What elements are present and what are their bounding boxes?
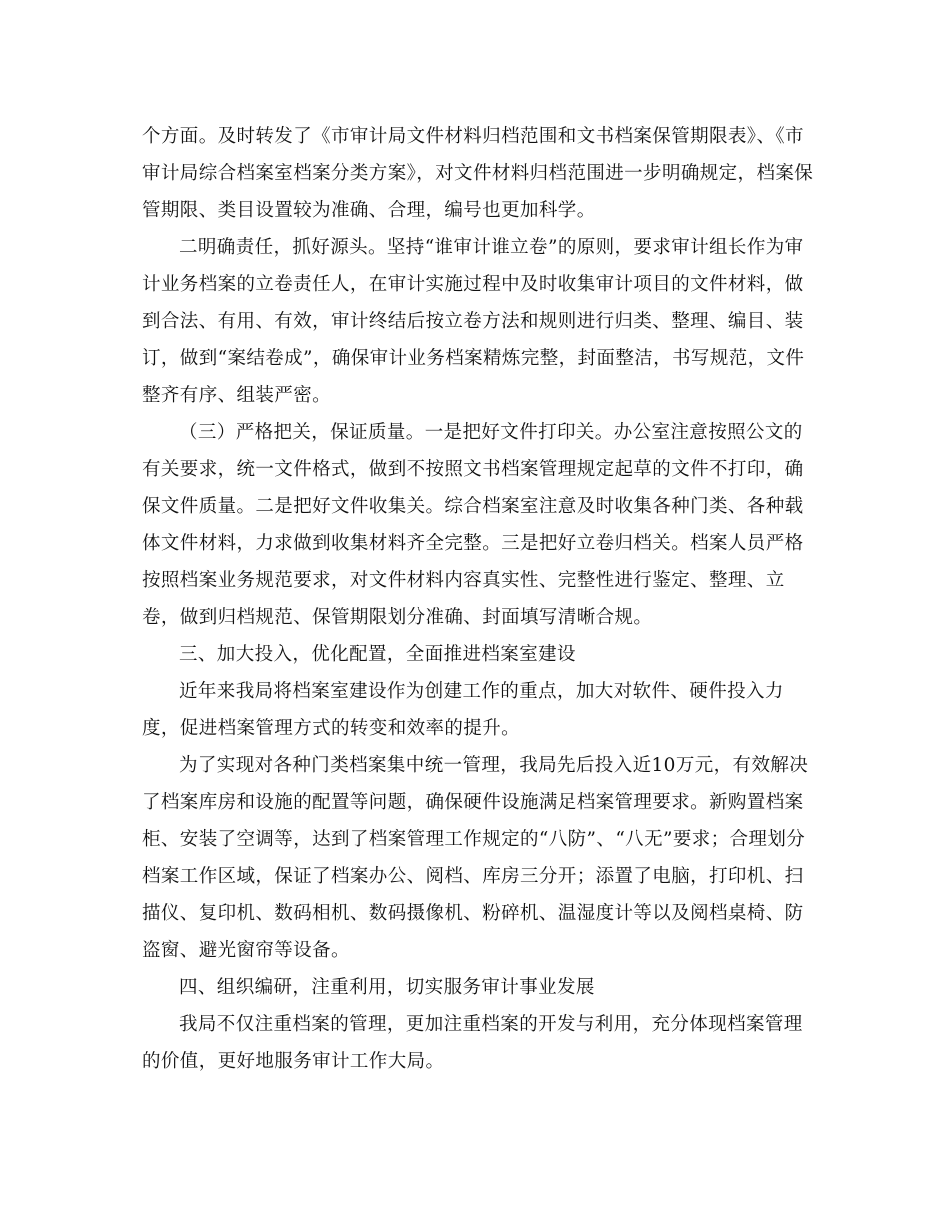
section-heading-investment: 三、加大投入，优化配置，全面推进档案室建设 — [179, 644, 576, 665]
paragraph-facilities: 为了实现对各种门类档案集中统一管理，我局先后投入近10万元，有效解决了档案库房和设施的配置等问题，确保硬件设施满足档案管理要求。新购置档案柜、安装了空调等，达到了档案管理工作规定的“八防”、“八无”要求；合理划分档案工作区域，保证了档案办公、阅档、库房三分开；添置了电脑，打印机、扫描仪、复印机、数码相机、数码摄像机、粉碎机、温湿度计等以及阅档桌椅、防盗窗、避光窗帘等设备。 — [142, 755, 809, 961]
paragraph-continuation: 个方面。及时转发了《市审计局文件材料归档范围和文书档案保管期限表》、《市审计局综合档案室档案分类方案》，对文件材料归档范围进一步明确规定，档案保管期限、类目设置较为准确、合理，编号也更加科学。 — [142, 126, 814, 221]
paragraph-archive-construction: 近年来我局将档案室建设作为创建工作的重点，加大对软件、硬件投入力度，促进档案管理方式的转变和效率的提升。 — [142, 681, 784, 739]
section-heading-compilation: 四、组织编研，注重利用，切实服务审计事业发展 — [179, 977, 595, 998]
document-body — [142, 118, 814, 1080]
paragraph-quality-control: （三）严格把关，保证质量。一是把好文件打印关。办公室注意按照公文的有关要求，统一文件格式，做到不按照文书档案管理规定起草的文件不打印，确保文件质量。二是把好文件收集关。综合档案室注意及时收集各种门类、各种载体文件材料，力求做到收集材料齐全完整。三是把好立卷归档关。档案人员严格按照档案业务规范要求，对文件材料内容真实性、完整性进行鉴定、整理、立卷，做到归档规范、保管期限划分准确、封面填写清晰合规。 — [142, 422, 804, 628]
paragraph-utilization: 我局不仅注重档案的管理，更加注重档案的开发与利用，充分体现档案管理的价值，更好地服务审计工作大局。 — [142, 1014, 803, 1072]
paragraph-responsibility: 二明确责任，抓好源头。坚持“谁审计谁立卷”的原则，要求审计组长作为审计业务档案的立卷责任人，在审计实施过程中及时收集审计项目的文件材料，做到合法、有用、有效，审计终结后按立卷方法和规则进行归类、整理、编目、装订，做到“案结卷成”，确保审计业务档案精炼完整，封面整洁，书写规范，文件整齐有序、组装严密。 — [142, 237, 805, 406]
